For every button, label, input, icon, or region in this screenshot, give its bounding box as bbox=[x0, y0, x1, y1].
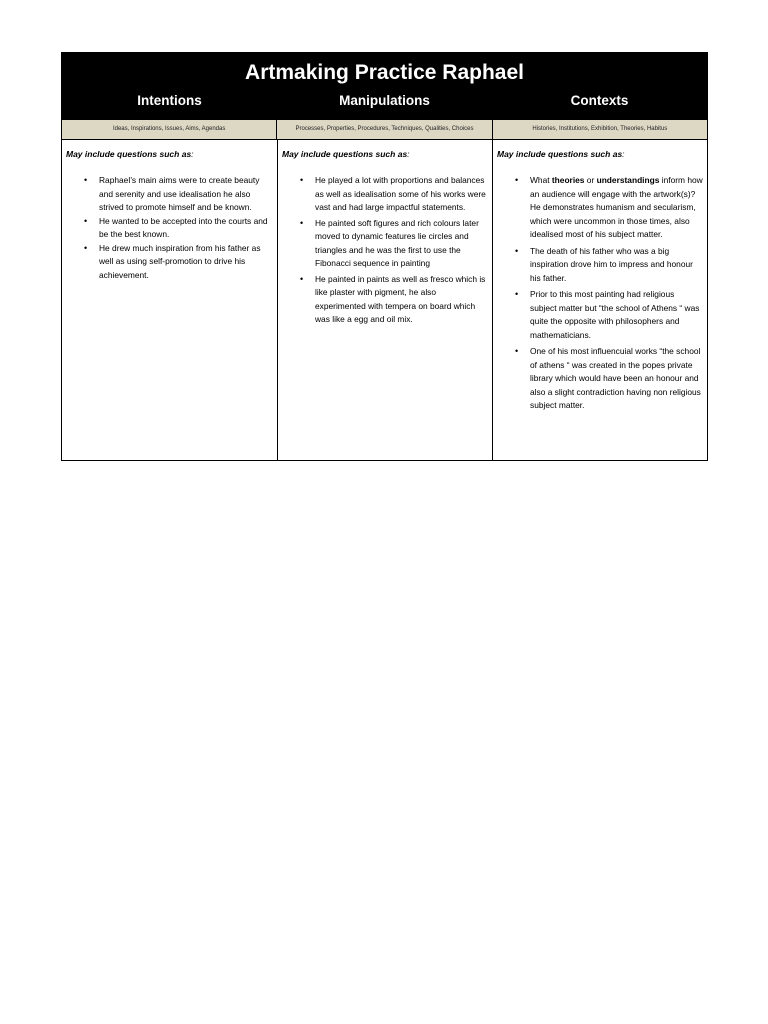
column-subheadings bbox=[62, 119, 707, 140]
lead-text: May include questions such as: bbox=[66, 149, 194, 159]
table-header bbox=[62, 53, 707, 119]
list-item: • He played a lot with proportions and balances as well as idealisation some of his works were vast and had large impactful statements. bbox=[315, 174, 488, 215]
subheading-contexts: Histories, Institutions, Exhibition, Theories, Habitus bbox=[492, 120, 707, 139]
lead-text: May include questions such as: bbox=[282, 149, 410, 159]
contexts-list bbox=[497, 174, 703, 413]
intentions-list bbox=[66, 174, 273, 282]
list-item: • What theories or understandings inform how an audience will engage with the artwork(s)? He demonstrates humanism and secularism, which were uncommon in those times, also idealised most of his subject matter. bbox=[530, 174, 703, 242]
list-item: • Raphael’s main aims were to create beauty and serenity and use idealisation he also strived to promote himself and be known. bbox=[99, 174, 273, 215]
subheading-intentions: Ideas, Inspirations, Issues, Aims, Agendas bbox=[112, 126, 226, 132]
page-title: Artmaking Practice Raphael bbox=[245, 61, 524, 84]
list-item: • He wanted to be accepted into the courts and be the best known. bbox=[99, 215, 273, 242]
heading-contexts: Contexts bbox=[570, 93, 629, 108]
lead-text: May include questions such as: bbox=[497, 149, 625, 159]
cell-manipulations bbox=[277, 140, 492, 460]
list-item: • He painted soft figures and rich colours later moved to dynamic features lie circles and triangles and he was the first to use the Fibonacci sequence in painting bbox=[315, 217, 488, 271]
list-item: • The death of his father who was a big inspiration drove him to impress and honour his father. bbox=[530, 245, 703, 286]
manipulations-list bbox=[282, 174, 488, 327]
cell-contexts bbox=[492, 140, 707, 460]
heading-manipulations: Manipulations bbox=[339, 93, 430, 108]
heading-intentions: Intentions bbox=[137, 93, 202, 108]
artmaking-table bbox=[61, 52, 708, 461]
column-headings bbox=[62, 91, 707, 119]
list-item: • Prior to this most painting had religious subject matter but “the school of Athens “ was quite the opposite with philosophers and mathematicians. bbox=[530, 288, 703, 342]
subheading-manipulations: Processes, Properties, Procedures, Techniques, Qualities, Choices bbox=[276, 120, 491, 139]
list-item: • He drew much inspiration from his father as well as using self-promotion to drive his achievement. bbox=[99, 242, 273, 283]
cell-intentions bbox=[62, 140, 277, 460]
table-body bbox=[62, 140, 707, 460]
list-item: • One of his most influencuial works “the school of athens “ was created in the popes private library which would have been an honour and also a slight contradiction having non religious subject matter. bbox=[530, 345, 703, 413]
list-item: • He painted in paints as well as fresco which is like plaster with pigment, he also experimented with tempera on board which was like a egg and oil mix. bbox=[315, 273, 488, 327]
